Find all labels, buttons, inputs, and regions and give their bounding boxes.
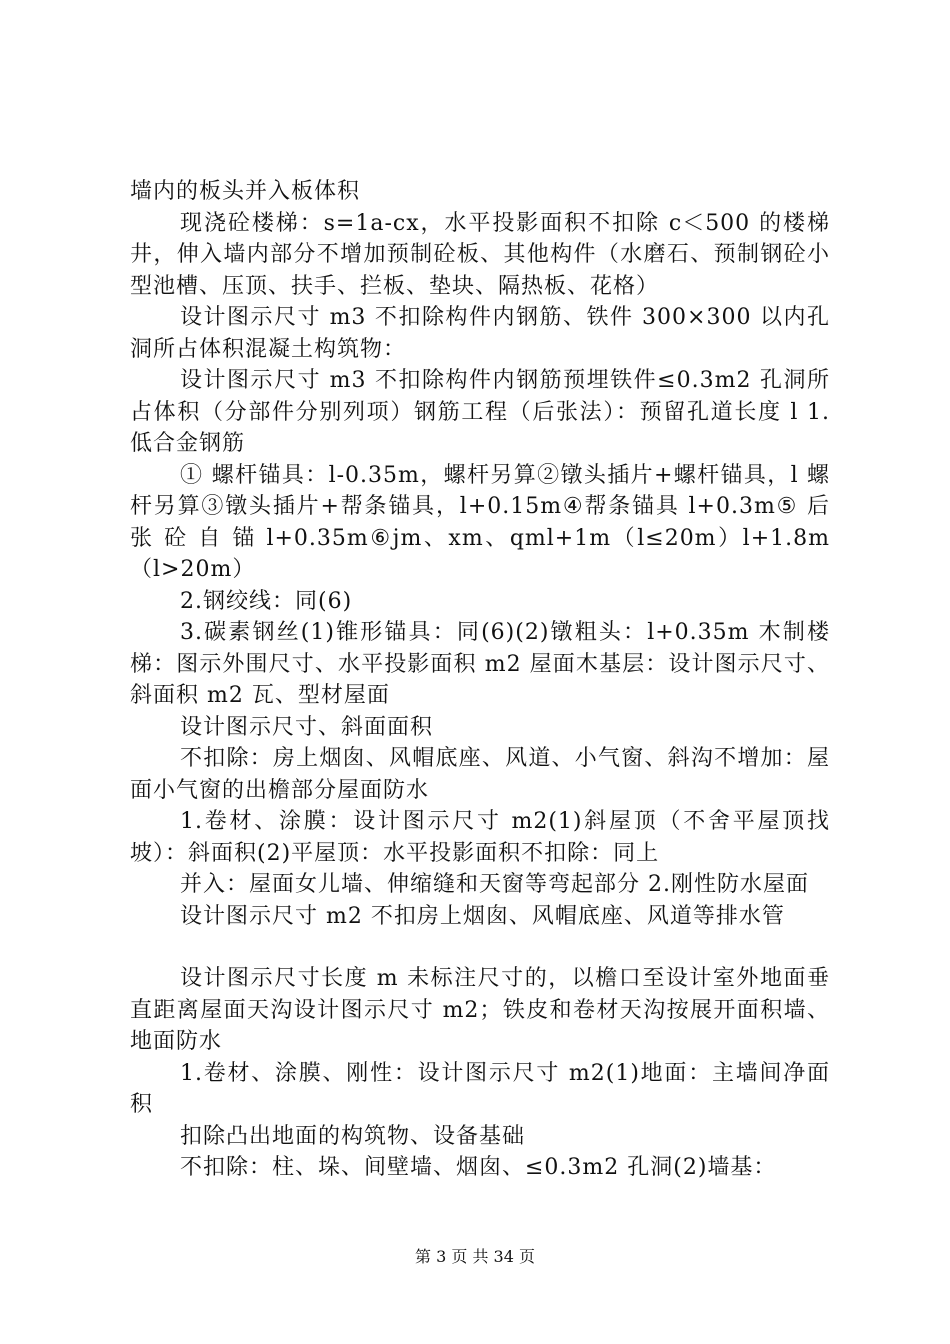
paragraph: 设计图示尺寸 m3 不扣除构件内钢筋、铁件 300×300 以内孔洞所占体积混凝土构筑物： bbox=[130, 305, 830, 362]
paragraph: 并入：屋面女儿墙、伸缩缝和天窗等弯起部分 2.刚性防水屋面 bbox=[180, 872, 809, 897]
paragraph: 设计图示尺寸 m2 不扣房上烟囱、风帽底座、风道等排水管 bbox=[180, 903, 785, 929]
paragraph: 设计图示尺寸 m3 不扣除构件内钢筋预埋铁件≤0.3m2 孔洞所占体积（分部件分别列项）钢筋工程（后张法）：预留孔道长度 l 1.低合金钢筋 bbox=[130, 368, 830, 456]
paragraph: 墙内的板头并入板体积 bbox=[130, 179, 361, 204]
paragraph: 设计图示尺寸、斜面面积 bbox=[180, 714, 434, 740]
paragraph: 3.碳素钢丝(1)锥形锚具：同(6)(2)镦粗头：l+0.35m 木制楼梯：图示外围尺寸、水平投影面积 m2 屋面木基层：设计图示尺寸、斜面积 m2 瓦、型材屋面 bbox=[130, 620, 830, 708]
paragraph: ① 螺杆锚具：l-0.35m，螺杆另算②镦头插片+螺杆锚具，l 螺杆另算③镦头插片+帮条锚具，l+0.15m④帮条锚具 l+0.3m⑤ 后 张 砼 自 锚 l+0.35m⑥jm、xm、qml+1m（l≤20m）l+1.8m（l>20m） bbox=[130, 462, 838, 582]
document-body bbox=[130, 176, 838, 1184]
paragraph: 1.卷材、涂膜：设计图示尺寸 m2(1)斜屋顶（不舍平屋顶找坡）：斜面积(2)平屋顶：水平投影面积不扣除：同上 bbox=[130, 809, 830, 866]
page-number-footer: 第 3 页 共 34 页 bbox=[415, 1247, 535, 1266]
paragraph: 1.卷材、涂膜、刚性：设计图示尺寸 m2(1)地面：主墙间净面积 bbox=[130, 1060, 830, 1117]
paragraph: 不扣除：房上烟囱、风帽底座、风道、小气窗、斜沟不增加：屋面小气窗的出檐部分屋面防水 bbox=[130, 746, 830, 803]
paragraph: 扣除凸出地面的构筑物、设备基础 bbox=[180, 1123, 526, 1149]
paragraph: 2.钢绞线：同(6) bbox=[180, 588, 353, 614]
paragraph: 设计图示尺寸长度 m 未标注尺寸的，以檐口至设计室外地面垂直距离屋面天沟设计图示尺寸 m2；铁皮和卷材天沟按展开面积墙、地面防水 bbox=[130, 966, 830, 1054]
paragraph: 现浇砼楼梯：s=1a-cx，水平投影面积不扣除 c＜500 的楼梯井，伸入墙内部分不增加预制砼板、其他构件（水磨石、预制钢砼小型池槽、压顶、扶手、拦板、垫块、隔热板、花格） bbox=[130, 210, 830, 299]
paragraph: 不扣除：柱、垛、间壁墙、烟囱、≤0.3m2 孔洞(2)墙基： bbox=[180, 1155, 777, 1180]
